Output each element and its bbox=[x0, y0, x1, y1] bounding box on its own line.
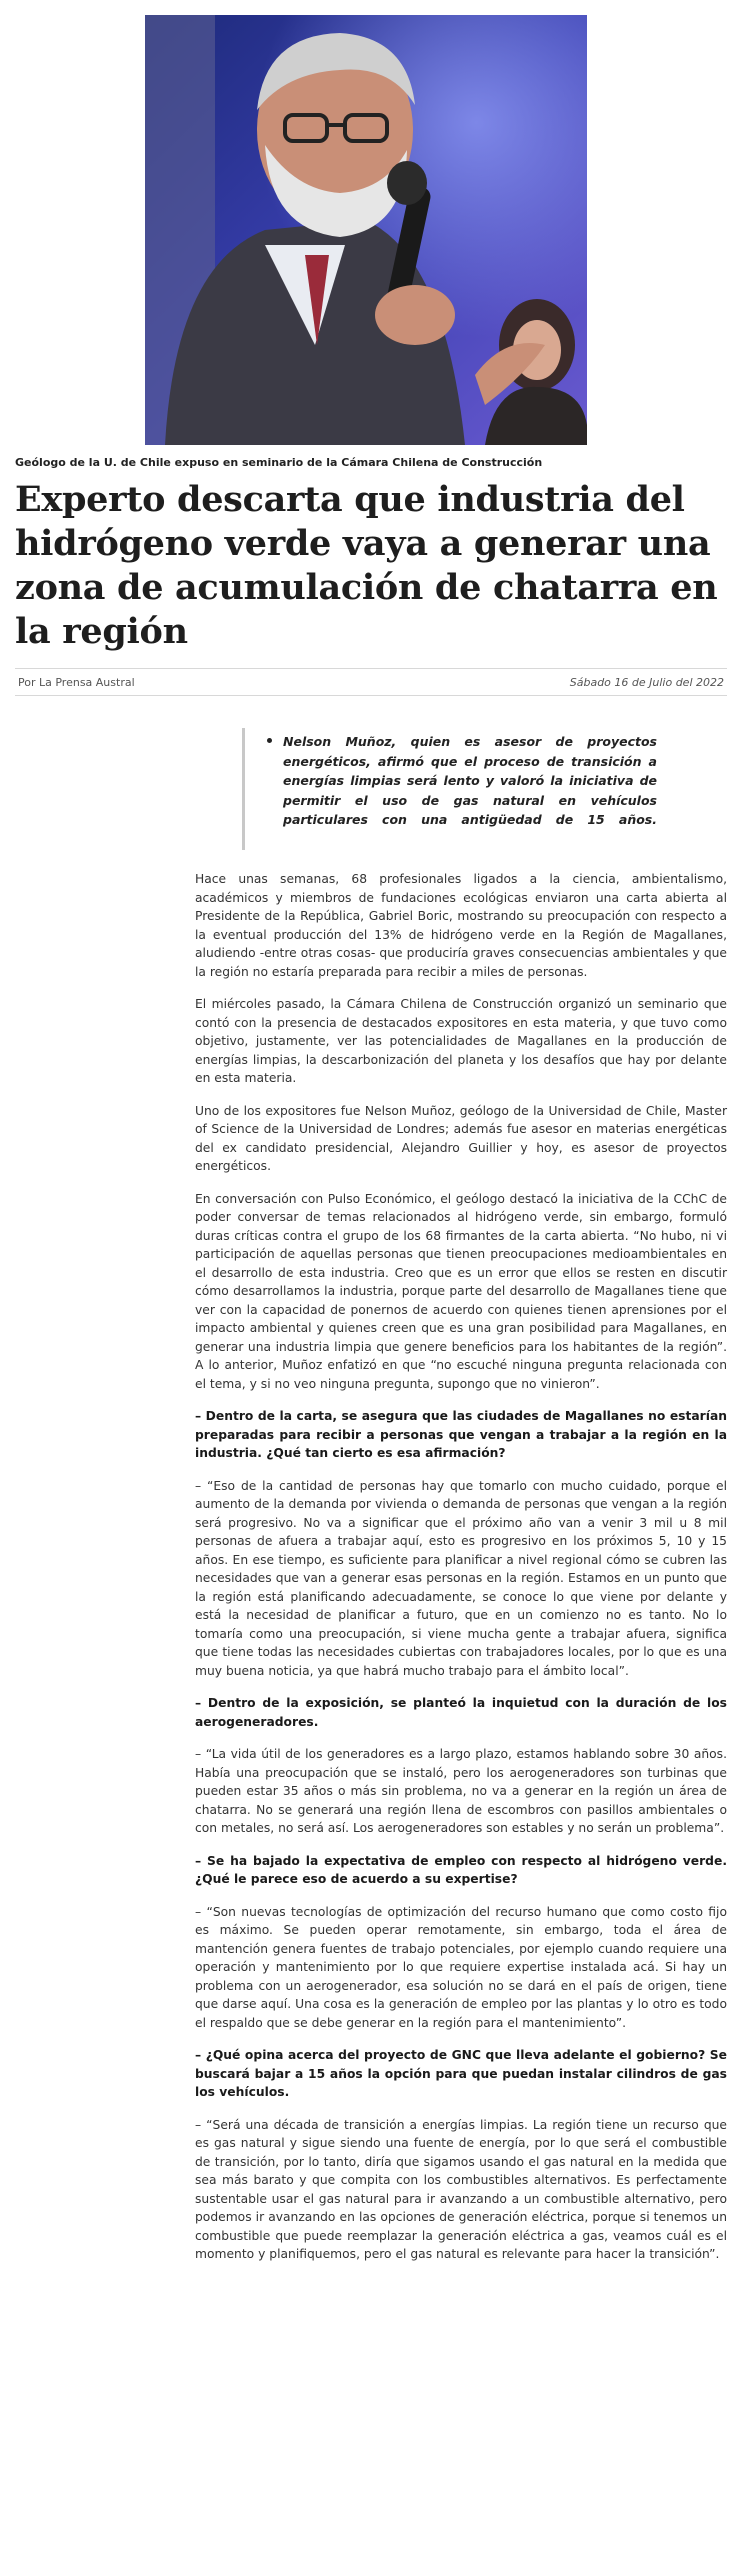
article-author: Por La Prensa Austral bbox=[18, 676, 135, 689]
interview-question: – Dentro de la carta, se asegura que las ciudades de Magallanes no estarían preparadas para recibir a personas que vengan a trabajar a la región en la industria. ¿Qué tan cierto es esa afirmación? bbox=[195, 1409, 727, 1460]
article-headline: Experto descarta que industria del hidrógeno verde vaya a generar una zona de acumulación de chatarra en la región bbox=[15, 479, 718, 652]
paragraph: Hace unas semanas, 68 profesionales ligados a la ciencia, ambientalismo, académicos y miembros de fundaciones ecológicas enviaron una carta abierta al Presidente de la República, Gabriel Boric, mostrando su preocupación con respecto a la eventual producción del 13% de hidrógeno verde en la Región de Magallanes, aludiendo -entre otras cosas- que produciría graves consecuencias ambientales y que la región no estaría preparada para recibir a miles de personas. bbox=[195, 872, 727, 979]
paragraph: El miércoles pasado, la Cámara Chilena de Construcción organizó un seminario que contó con la presencia de destacados expositores en esta materia, y que tuvo como objetivo, justamente, ver las potencialidades de Magallanes en la producción de energías limpias, la descarbonización del planeta y los desafíos que hay por delante en esta materia. bbox=[195, 997, 727, 1085]
interview-question: – Se ha bajado la expectativa de empleo con respecto al hidrógeno verde. ¿Qué le parece eso de acuerdo a su expertise? bbox=[195, 1853, 727, 1886]
article-photo bbox=[145, 15, 587, 445]
pull-quote-text: Nelson Muñoz, quien es asesor de proyectos energéticos, afirmó que el proceso de transición a energías limpias será lento y valoró la iniciativa de permitir el uso de gas natural en vehículos particulares con una antigüedad de 15 años. bbox=[283, 734, 657, 827]
interview-answer: – “Eso de la cantidad de personas hay que tomarlo con mucho cuidado, porque el aumento de la demanda por vivienda o demanda de personas que vengan a la región será progresivo. No va a significar que el próximo año van a venir 3 mil u 8 mil personas de afuera a trabajar aquí, esto es progresivo en los próximos 5, 10 y 15 años. En ese tiempo, es suficiente para planificar a nivel regional cómo se cubren las necesidades que van a generar esas personas en la región. Estamos en un punto que la región está planificando adecuadamente, se conoce lo que viene por delante y está la necesidad de planificar a futuro, que en un comienzo no es tanto. No lo tomaría como una preocupación, si viene mucha gente a trabajar afuera, significa que tiene todas las necesidades cubiertas con trabajadores locales, por lo que es una muy buena noticia, ya que habrá mucho trabajo para el ámbito local”. bbox=[195, 1478, 727, 1678]
interview-answer: – “Son nuevas tecnologías de optimización del recurso humano que como costo fijo es máximo. Se pueden operar remotamente, sin embargo, toda el área de mantención genera fuentes de trabajo potenciales, por ejemplo cuando requiere una operación y mantenimiento por lo que requiere expertise instalada acá. Si hay un problema con un aerogenerador, esa solución no se dará en el país de origen, tiene que darse aquí. Una cosa es la generación de empleo por las plantas y lo otro es todo el respaldo que se debe generar en la región para el mantenimiento”. bbox=[195, 1904, 727, 2030]
interview-answer: – “La vida útil de los generadores es a largo plazo, estamos hablando sobre 30 años. Había una preocupación que se instaló, pero los aerogeneradores son turbinas que pueden estar 35 años o más sin problema, no va a generar en la región un área de chatarra. No se generará una región llena de escombros con pasillos ambientales o con metales, no será así. Los aerogeneradores son estables y no serán un problema”. bbox=[195, 1747, 727, 1835]
interview-question: – Dentro de la exposición, se planteó la inquietud con la duración de los aerogeneradores. bbox=[195, 1696, 727, 1729]
article-meta bbox=[15, 668, 727, 696]
speaker-with-microphone-photo-icon bbox=[145, 15, 587, 445]
paragraph: En conversación con Pulso Económico, el geólogo destacó la iniciativa de la CChC de poder conversar de temas relacionados al hidrógeno verde, sin embargo, formuló duras críticas contra el grupo de los 68 firmantes de la carta abierta. “No hubo, ni vi participación de aquellas personas que tienen preocupaciones medioambientales en el desarrollo de esta industria. Creo que es un error que ellos se resten en discutir cómo desarrollamos la industria, porque parte del desarrollo de Magallanes tiene que ver con la capacidad de ponernos de acuerdo con quienes tienen aprensiones por el impacto ambiental y quienes creen que es una gran posibilidad para Magallanes, en generar una industria limpia que genere beneficios para los habitantes de la región”. A lo anterior, Muñoz enfatizó en que “no escuché ninguna pregunta relacionada con el tema, y si no veo ninguna pregunta, supongo que no vinieron”. bbox=[195, 1191, 727, 1391]
article-body bbox=[195, 870, 727, 2278]
bullet-icon bbox=[267, 738, 272, 743]
interview-answer: – “Será una década de transición a energías limpias. La región tiene un recurso que es gas natural y sigue siendo una fuente de energía, por lo que será el combustible de transición, por lo tanto, diría que sigamos usando el gas natural en la medida que sea más barato y que compita con los combustibles alternativos. Es perfectamente sustentable usar el gas natural para ir avanzando a un combustible alternativo, pero podemos ir avanzando en las opciones de generación eléctrica, porque si tenemos un combustible que puede reemplazar la generación eléctrica a gas, veamos cuál es el momento y planifiquemos, pero el gas natural es relevante para hacer la transición”. bbox=[195, 2117, 727, 2261]
photo-caption: Geólogo de la U. de Chile expuso en seminario de la Cámara Chilena de Construcción bbox=[15, 456, 543, 469]
pull-quote bbox=[242, 728, 685, 850]
article-date: Sábado 16 de Julio del 2022 bbox=[569, 676, 724, 689]
interview-question: – ¿Qué opina acerca del proyecto de GNC que lleva adelante el gobierno? Se buscará bajar a 15 años la opción para que puedan instalar cilindros de gas los vehículos. bbox=[195, 2048, 727, 2099]
paragraph: Uno de los expositores fue Nelson Muñoz, geólogo de la Universidad de Chile, Master of Science de la Universidad de Londres; además fue asesor en materias energéticas del ex candidato presidencial, Alejandro Guillier y hoy, es asesor de proyectos energéticos. bbox=[195, 1103, 727, 1173]
